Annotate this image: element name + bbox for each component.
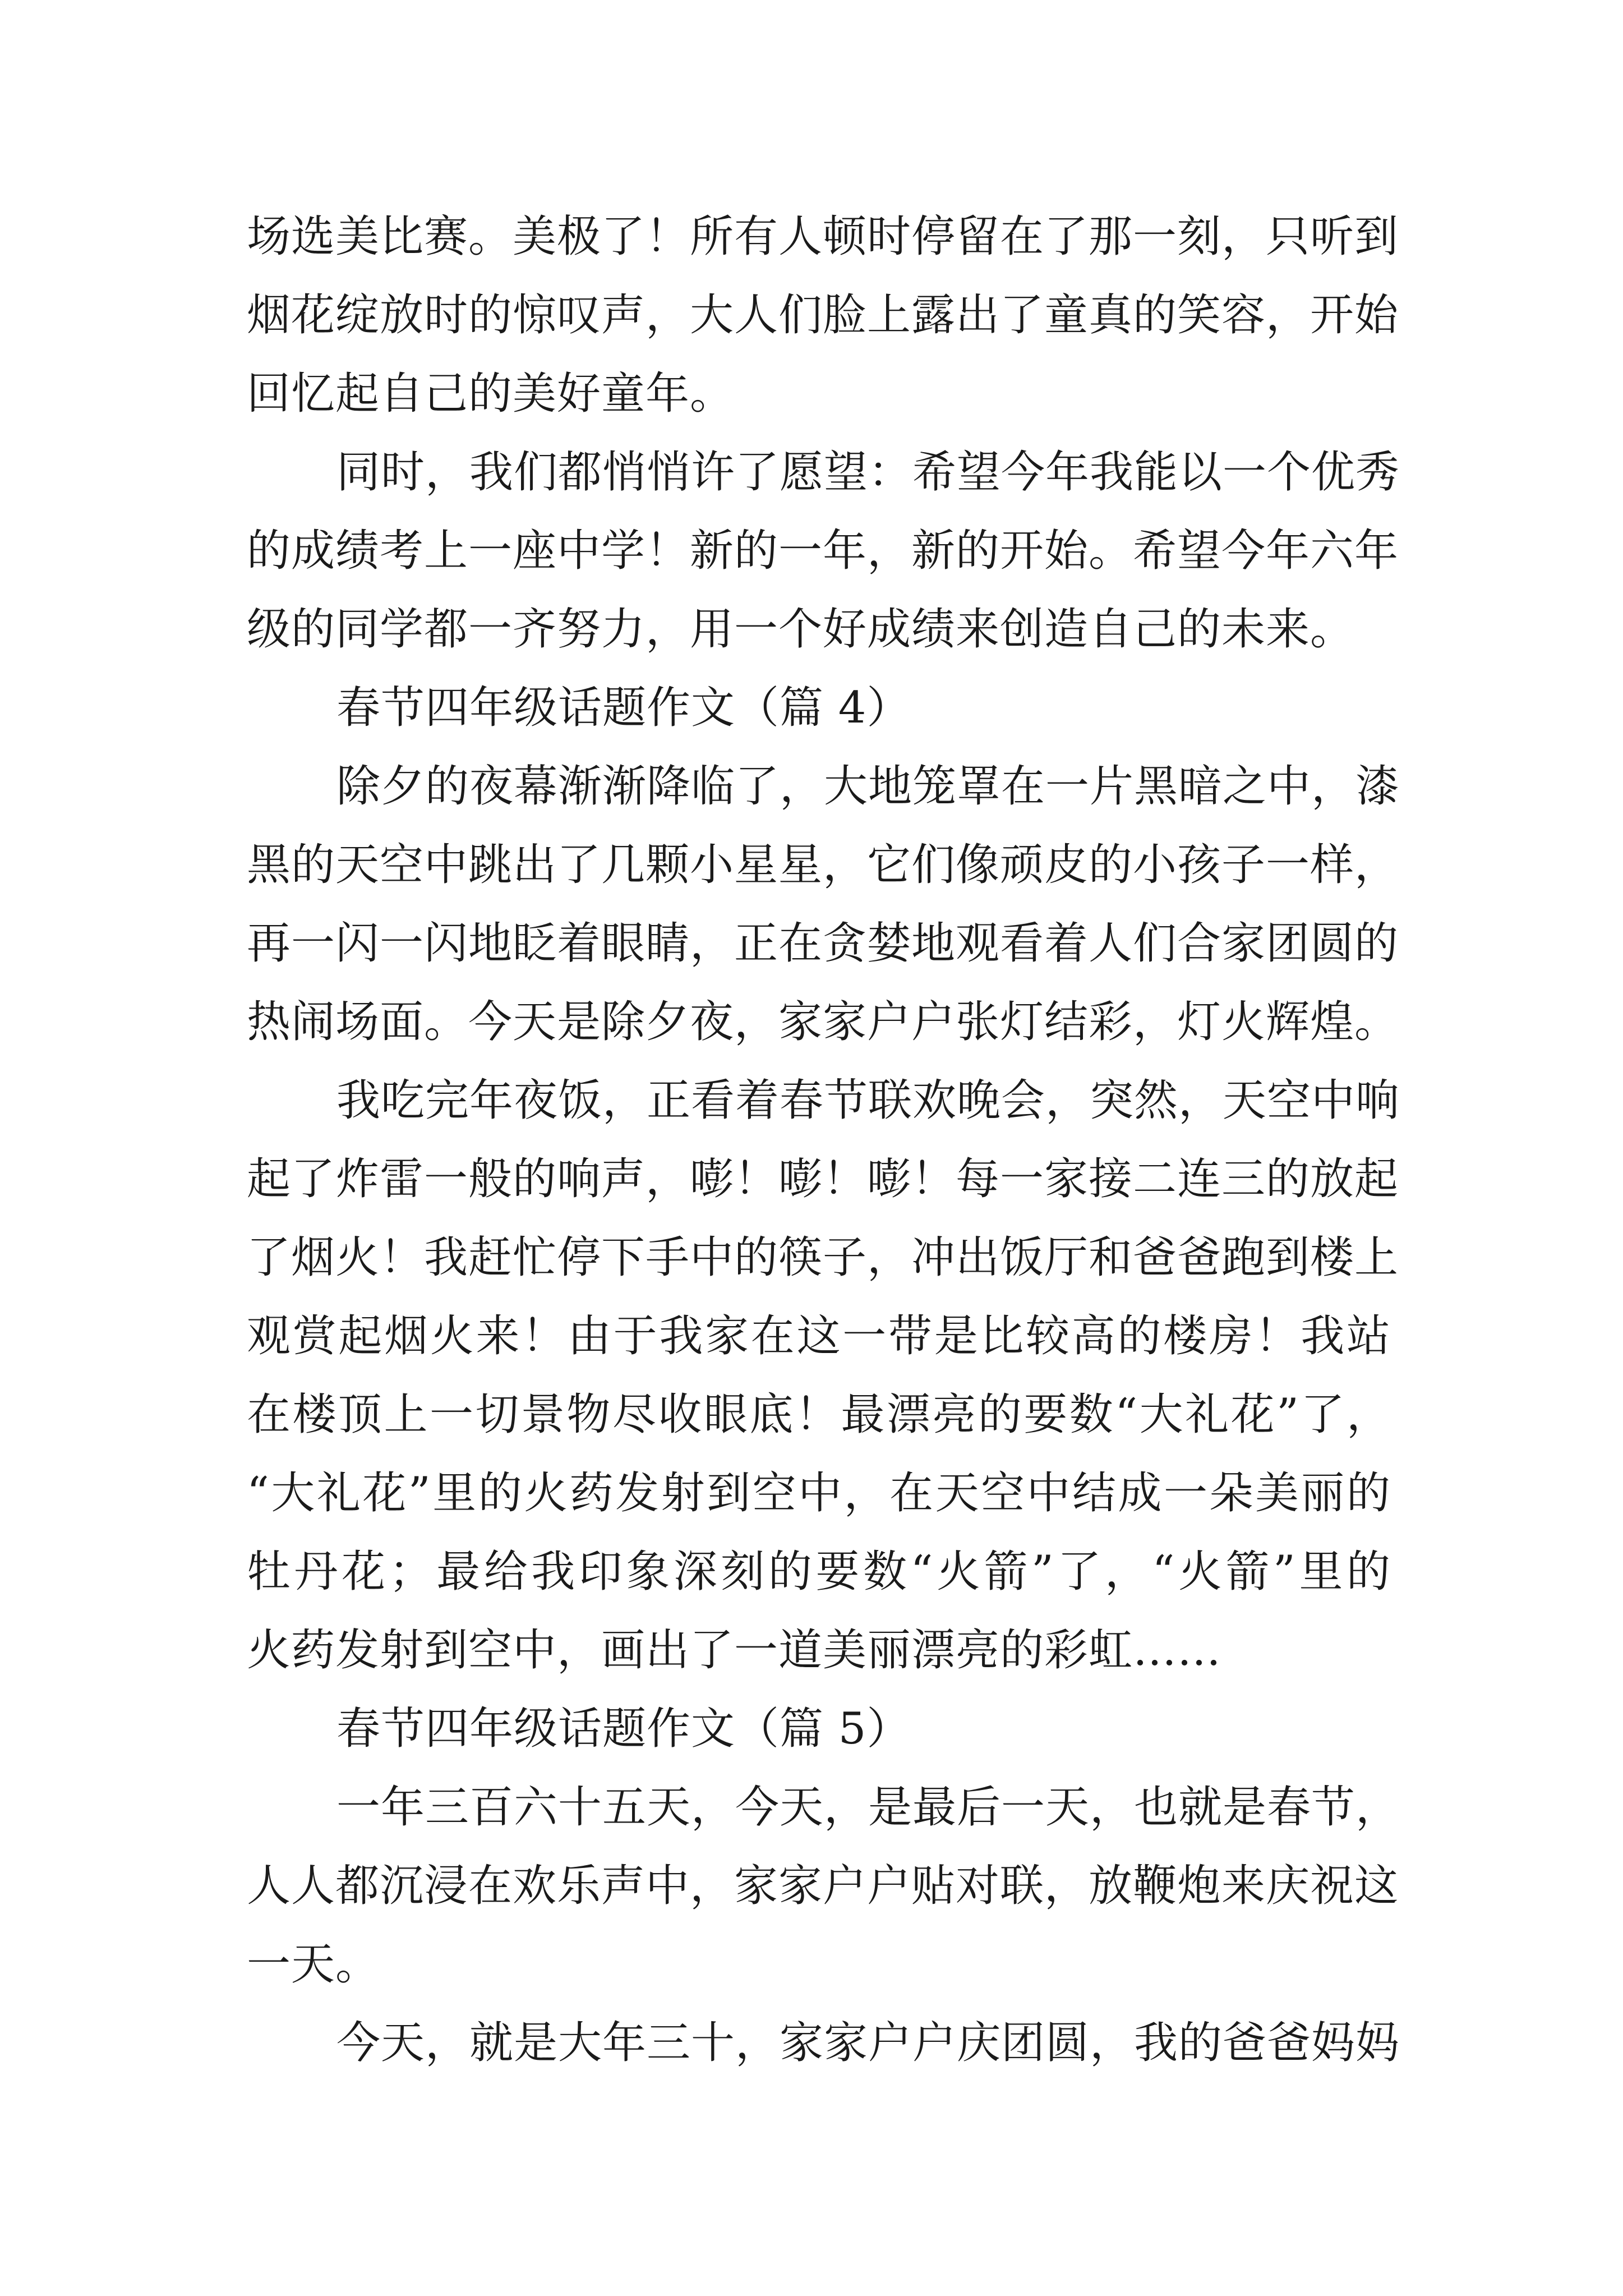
text-line: 的成绩考上一座中学！新的一年，新的开始。希望今年六年 [247, 526, 1399, 576]
text-line: 人人都沉浸在欢乐声中，家家户户贴对联，放鞭炮来庆祝这 [247, 1861, 1399, 1911]
section-heading: 春节四年级话题作文（篇 5） [336, 1704, 911, 1754]
paragraph-first-line: 一年三百六十五天，今天，是最后一天，也就是春节， [336, 1782, 1400, 1833]
text-line: 黑的天空中跳出了几颗小星星，它们像顽皮的小孩子一样， [247, 840, 1399, 890]
text-line: 观赏起烟火来！由于我家在这一带是比较高的楼房！我站 [247, 1311, 1391, 1361]
text-line: 回忆起自己的美好童年。 [247, 369, 735, 419]
section-heading: 春节四年级话题作文（篇 4） [336, 683, 911, 733]
text-line: 再一闪一闪地眨着眼睛，正在贪婪地观看着人们合家团圆的 [247, 918, 1399, 969]
paragraph-first-line: 同时，我们都悄悄许了愿望：希望今年我能以一个优秀 [336, 447, 1400, 498]
paragraph-first-line: 今天，就是大年三十，家家户户庆团圆，我的爸爸妈妈 [336, 2018, 1400, 2068]
text-line: 热闹场面。今天是除夕夜，家家户户张灯结彩，灯火辉煌。 [247, 997, 1399, 1047]
paragraph-first-line: 我吃完年夜饭，正看着春节联欢晚会，突然，天空中响 [336, 1075, 1400, 1126]
text-line: 场选美比赛。美极了！所有人顿时停留在了那一刻，只听到 [247, 211, 1399, 262]
paragraph-first-line: 除夕的夜幕渐渐降临了，大地笼罩在一片黑暗之中，漆 [336, 761, 1400, 812]
text-line: 在楼顶上一切景物尽收眼底！最漂亮的要数“大礼花”了， [247, 1389, 1391, 1440]
text-line: 起了炸雷一般的响声，嘭！嘭！嘭！每一家接二连三的放起 [247, 1154, 1399, 1204]
text-line: “大礼花”里的火药发射到空中，在天空中结成一朵美丽的 [247, 1468, 1391, 1519]
text-line: 了烟火！我赶忙停下手中的筷子，冲出饭厅和爸爸跑到楼上 [247, 1232, 1399, 1283]
text-line: 牡丹花；最给我印象深刻的要数“火箭”了，“火箭”里的 [247, 1547, 1391, 1597]
text-line: 火药发射到空中，画出了一道美丽漂亮的彩虹…… [247, 1625, 1222, 1676]
text-line: 烟花绽放时的惊叹声，大人们脸上露出了童真的笑容，开始 [247, 290, 1399, 341]
text-line: 级的同学都一齐努力，用一个好成绩来创造自己的未来。 [247, 604, 1355, 655]
text-line: 一天。 [247, 1939, 380, 1990]
